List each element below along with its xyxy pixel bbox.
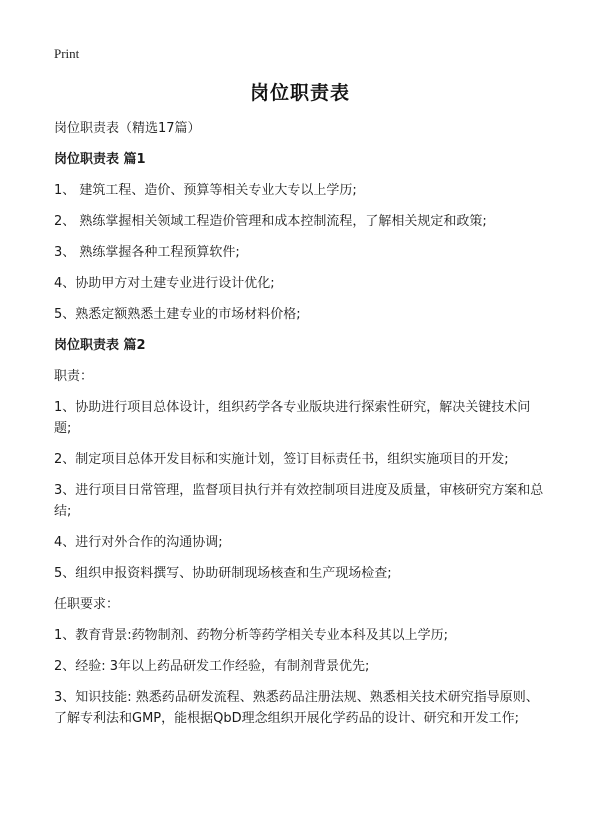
document-subtitle: 岗位职责表（精选17篇） [54,121,201,136]
document-content [54,118,546,739]
paragraph: 4、进行对外合作的沟通协调; [54,535,223,550]
print-label: Print [54,46,80,61]
section-2 [54,335,546,729]
paragraph: 3、进行项目日常管理，监督项目执行并有效控制项目进度及质量，审核研究方案和总结; [54,483,544,519]
paragraph: 2、制定项目总体开发目标和实施计划，签订目标责任书，组织实施项目的开发; [54,452,509,467]
section-1 [54,149,546,325]
page-title: 岗位职责表 [249,82,350,104]
paragraph: 4、协助甲方对土建专业进行设计优化; [54,276,275,291]
paragraph: 5、熟悉定额熟悉土建专业的市场材料价格; [54,307,301,322]
paragraph: 3、 熟练掌握各种工程预算软件; [54,245,240,260]
paragraph: 1、 建筑工程、造价、预算等相关专业大专以上学历; [54,183,357,198]
paragraph: 5、组织申报资料撰写、协助研制现场核查和生产现场检查; [54,566,392,581]
paragraph: 2、 熟练掌握相关领域工程造价管理和成本控制流程，了解相关规定和政策; [54,214,487,229]
paragraph: 2、经验: 3年以上药品研发工作经验，有制剂背景优先; [54,659,370,674]
paragraph: 3、知识技能: 熟悉药品研发流程、熟悉药品注册法规、熟悉相关技术研究指导原则、了解专利法和GMP，能根据QbD理念组织开展化学药品的设计、研究和开发工作; [54,690,539,726]
section-heading: 岗位职责表 篇1 [54,152,146,167]
paragraph: 1、协助进行项目总体设计，组织药学各专业版块进行探索性研究，解决关键技术问题; [54,400,531,436]
paragraph: 1、教育背景:药物制剂、药物分析等药学相关专业本科及其以上学历; [54,628,449,643]
paragraph: 职责： [54,369,94,384]
section-heading: 岗位职责表 篇2 [54,338,146,353]
paragraph: 任职要求： [54,597,120,612]
